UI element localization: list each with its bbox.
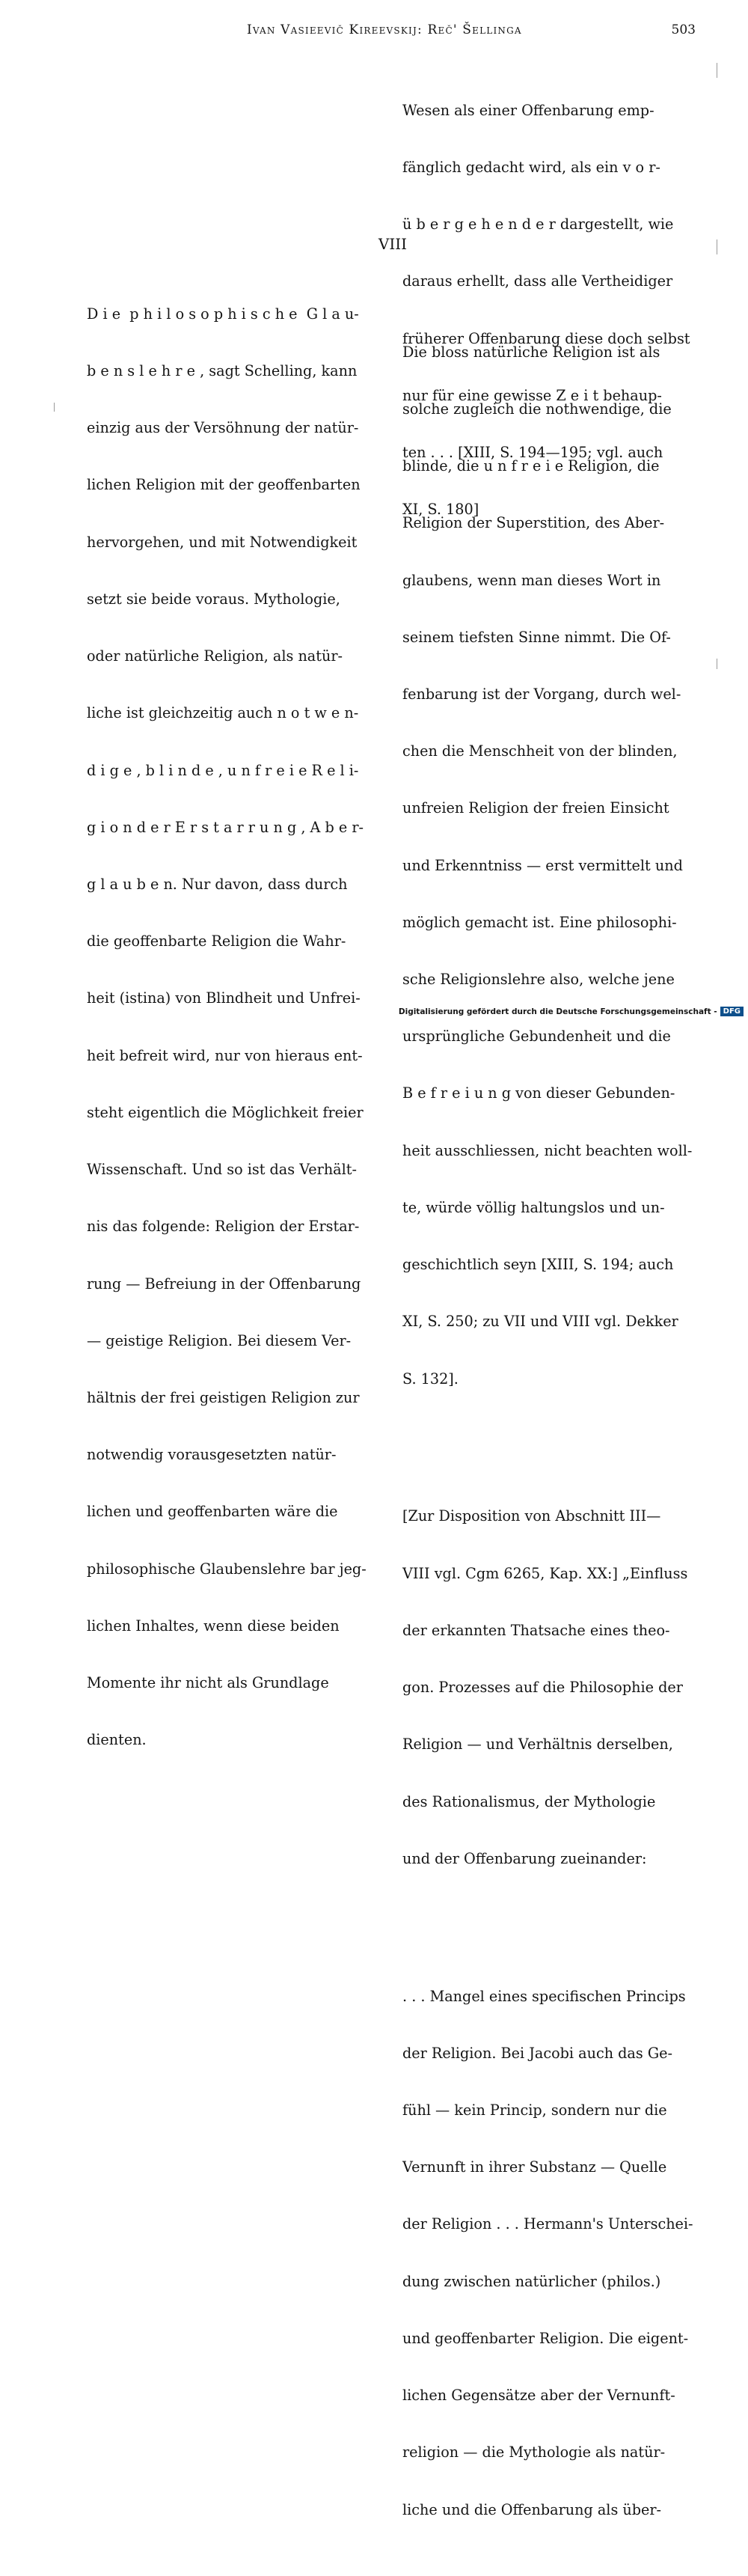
text-line: — geistige Religion. Bei diesem Ver-: [87, 1331, 352, 1349]
text-line: notwendig vorausgesetzten natür-: [87, 1446, 337, 1464]
text-line: XI, S. 180]: [402, 501, 479, 519]
text-line: fänglich gedacht wird, als ein v o r-: [402, 159, 660, 177]
paragraph: [402, 1949, 700, 2557]
text-line: S. 132].: [402, 1370, 459, 1388]
text-line: und Erkenntniss — erst vermittelt und: [402, 856, 683, 874]
text-line: religion — die Mythologie als natür-: [402, 2444, 666, 2461]
text-line: Wesen als einer Offenbarung emp-: [402, 101, 654, 119]
text-line: b e n s l e h r e , sagt Schelling, kann: [87, 362, 358, 380]
text-line: setzt sie beide voraus. Mythologie,: [87, 590, 340, 608]
left-column-paragraph: [87, 266, 381, 1768]
text-line: lichen und geoffenbarten wäre die: [87, 1503, 338, 1521]
text-line: g l a u b e n. Nur davon, dass durch: [87, 876, 348, 893]
text-line: der Religion. Bei Jacobi auch das Ge-: [402, 2044, 672, 2062]
running-head: Ivan Vasieevič Kireevskij: Reč' Šellinga: [247, 22, 522, 37]
text-line: hältnis der frei geistigen Religion zur: [87, 1388, 360, 1406]
text-line: g i o n d e r E r s t a r r u n g , A b e r-: [87, 818, 364, 836]
text-line: heit ausschliessen, nicht beachten woll-: [402, 1141, 693, 1159]
text-line: dienten.: [87, 1731, 147, 1749]
text-line: ten . . . [XIII, S. 194—195; vgl. auch: [402, 444, 663, 462]
digitization-footer: [399, 1007, 744, 1016]
text-line: glaubens, wenn man dieses Wort in: [402, 571, 661, 589]
text-line: heit (istina) von Blindheit und Unfrei-: [87, 989, 361, 1007]
text-line: Wissenschaft. Und so ist das Verhält-: [87, 1161, 357, 1179]
text-line: die geoffenbarte Religion die Wahr-: [87, 933, 346, 950]
text-line: und geoffenbarter Religion. Die eigent-: [402, 2329, 689, 2347]
text-line: Vernunft in ihrer Substanz — Quelle: [402, 2158, 667, 2176]
right-column: [402, 266, 700, 2576]
page-number: 503: [671, 22, 696, 37]
text-line: geschichtlich seyn [XIII, S. 194; auch: [402, 1256, 674, 1274]
text-line: fühl — kein Princip, sondern nur die: [402, 2102, 667, 2119]
text-line: d i g e , b l i n d e , u n f r e i e R e l i-: [87, 761, 359, 779]
paragraph: [402, 1469, 700, 1906]
text-line: rung — Befreiung in der Offenbarung: [87, 1275, 361, 1292]
text-line: gon. Prozesses auf die Philosophie der: [402, 1679, 683, 1697]
text-line: sche Religionslehre also, welche jene: [402, 971, 675, 989]
text-line: unfreien Religion der freien Einsicht: [402, 799, 669, 817]
text-line: solche zugleich die nothwendige, die: [402, 400, 672, 418]
text-line: D i e p h i l o s o p h i s c h e G l a u-: [87, 305, 359, 323]
text-line: [Zur Disposition von Abschnitt III—: [402, 1507, 661, 1525]
text-line: Religion der Superstition, des Aber-: [402, 514, 665, 532]
section-heading: VIII: [378, 235, 408, 253]
text-line: der erkannten Thatsache eines theo-: [402, 1621, 670, 1639]
text-line: und der Offenbarung zueinander:: [402, 1849, 647, 1867]
text-line: früherer Offenbarung diese doch selbst: [402, 329, 690, 347]
text-line: te, würde völlig haltungslos und un-: [402, 1198, 665, 1216]
paragraph: [402, 305, 700, 1426]
text-line: liche und die Offenbarung als über-: [402, 2500, 662, 2518]
text-line: der Religion . . . Hermann's Unterschei-: [402, 2215, 693, 2233]
text-line: Momente ihr nicht als Grundlage: [87, 1674, 329, 1692]
text-line: philosophische Glaubenslehre bar jeg-: [87, 1560, 367, 1578]
text-line: Religion — und Verhältnis derselben,: [402, 1736, 673, 1754]
text-line: VIII vgl. Cgm 6265, Kap. XX:] „Einfluss: [402, 1564, 688, 1582]
margin-mark: [54, 403, 55, 412]
text-line: einzig aus der Versöhnung der natür-: [87, 419, 359, 437]
footer-credit: Digitalisierung gefördert durch die Deutsche Forschungsgemeinschaft -: [398, 1007, 717, 1016]
text-line: dung zwischen natürlicher (philos.): [402, 2272, 661, 2290]
dfg-logo: DFG: [720, 1007, 744, 1016]
text-line: ü b e r g e h e n d e r dargestellt, wie: [402, 216, 674, 234]
text-line: möglich gemacht ist. Eine philosophi-: [402, 913, 677, 931]
text-line: heit befreit wird, nur von hieraus ent-: [87, 1046, 363, 1064]
text-line: ursprüngliche Gebundenheit und die: [402, 1028, 671, 1046]
text-line: nur für eine gewisse Z e i t behaup-: [402, 386, 662, 404]
text-line: seinem tiefsten Sinne nimmt. Die Of-: [402, 628, 671, 646]
text-line: XI, S. 250; zu VII und VIII vgl. Dekker: [402, 1313, 678, 1331]
text-line: nis das folgende: Religion der Erstar-: [87, 1218, 360, 1236]
text-line: chen die Menschheit von der blinden,: [402, 742, 678, 760]
text-line: lichen Gegensätze aber der Vernunft-: [402, 2387, 675, 2405]
text-line: lichen Religion mit der geoffenbarten: [87, 476, 361, 494]
text-line: hervorgehen, und mit Notwendigkeit: [87, 533, 358, 551]
text-line: blinde, die u n f r e i e Religion, die: [402, 457, 660, 475]
text-line: B e f r e i u n g von dieser Gebunden-: [402, 1084, 675, 1102]
text-line: daraus erhellt, dass alle Vertheidiger: [402, 272, 673, 290]
page-header: [247, 22, 696, 42]
text-line: lichen Inhaltes, wenn diese beiden: [87, 1617, 340, 1635]
text-line: liche ist gleichzeitig auch n o t w e n-: [87, 704, 359, 722]
text-line: Die bloss natürliche Religion ist als: [402, 343, 660, 361]
text-line: fenbarung ist der Vorgang, durch wel-: [402, 685, 681, 703]
text-line: oder natürliche Religion, als natür-: [87, 647, 343, 665]
text-line: . . . Mangel eines specifischen Princips: [402, 1987, 686, 2005]
text-line: steht eigentlich die Möglichkeit freier: [87, 1103, 364, 1121]
text-line: des Rationalismus, der Mythologie: [402, 1792, 656, 1810]
